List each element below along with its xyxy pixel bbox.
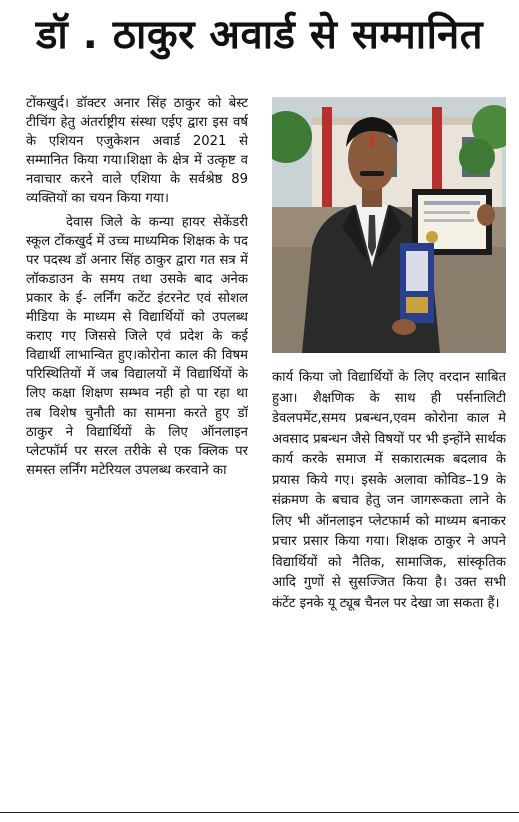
headline: डॉ . ठाकुर अवार्ड से सम्मानित	[35, 12, 483, 58]
article-column-left	[26, 94, 248, 809]
article-column-right	[272, 368, 506, 808]
article-paragraph-intro: टोंकखुर्द। डॉक्टर अनार सिंह ठाकुर को बेस्ट टीचिंग हेतु अंतर्राष्ट्रीय संस्था एईए द्वारा इस वर्ष के एशियन एजुकेशन अवार्ड 2021 से सम्मानित किया गया।शिक्षा के क्षेत्र में उत्कृष्ट व नवाचार करने वाले एशिया के सर्वश्रेष्ठ 89 व्यक्तियों का चयन किया गया।	[26, 96, 248, 207]
article-paragraph-continued: कार्य किया जो विद्यार्थियों के लिए वरदान साबित हुआ। शैक्षणिक के साथ ही पर्सनालिटी डेवलपमेंट,समय प्रबन्धन,एवम कोरोना काल मे अवसाद प्रबन्धन जैसे विषयों पर भी इन्होंने सार्थक कार्य करके समाज में सकारात्मक बदलाव के प्रयास किये गए। इसके अलावा कोविड–19 के संक्रमण के बचाव हेतु जन जागरूकता लाने के लिए भी ऑनलाइन प्लेटफार्म को माध्यम बनाकर प्रचार प्रसार किया गया। शिक्षक ठाकुर ने अपने विद्यार्थियों को नैतिक, सामाजिक, सांस्कृतिक आदि गुणों से सुसज्जित किया है। उक्त सभी कंटेंट इनके यू ट्यूब चैनल पर देखा जा सकता हैं।	[272, 370, 506, 611]
bottom-divider	[0, 812, 519, 813]
article-paragraph-body: देवास जिले के कन्या हायर सेकेंडरी स्कूल टोंकखुर्द में उच्च माध्यमिक शिक्षक के पद पर पदस्थ डॉ अनार सिंह ठाकुर द्वारा गत सत्र में लॉकडाउन के समय तथा उसके बाद अनेक प्रकार के ई- लर्निंग कटेंट इंटरनेट एवं सोशल मीडिया के माध्यम से विद्यार्थियों को उपलब्ध कराए गए जिससे जिले एवं प्रदेश के कई विद्यार्थी लाभान्वित हुए।कोरोना काल की विषम परिस्थितियों में जब विद्यालयों में विद्यार्थियों के लिए कक्षा शिक्षण सम्भव नही हो पा रहा था तब विशेष चुनौती का सामना करते हुए डॉ ठाकुर ने विद्यार्थियों के लिए ऑनलाइन प्लेटफॉर्म पर सरल तरीके से एक क्लिक पर समस्त लर्निंग मटेरियल उपलब्ध करवाने का	[26, 214, 248, 478]
award-photo	[272, 97, 506, 353]
